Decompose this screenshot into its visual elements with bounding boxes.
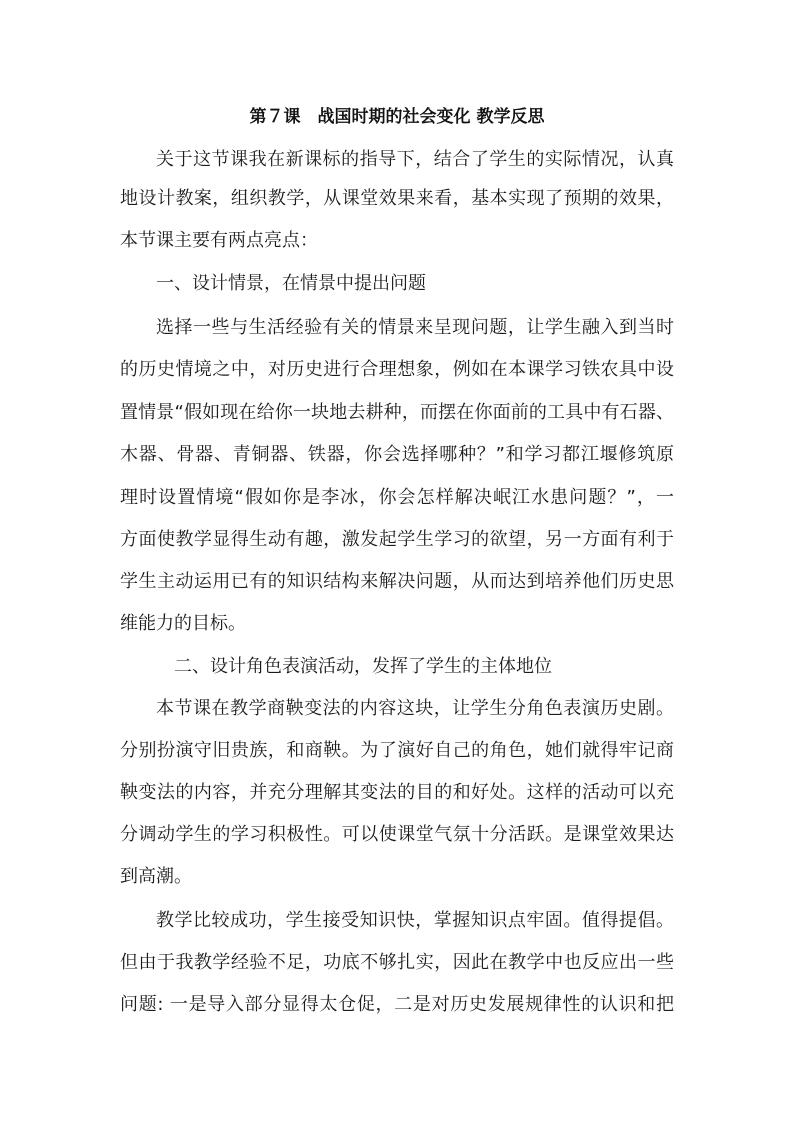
paragraph-line: 鞅变法的内容，并充分理解其变法的目的和好处。这样的活动可以充	[120, 782, 674, 803]
paragraph-line: 选择一些与生活经验有关的情景来呈现问题，让学生融入到当时	[156, 317, 674, 338]
paragraph-line: 理时设置情境“假如你是李冰，你会怎样解决岷江水患问题？”，一	[120, 487, 674, 508]
paragraph-line: 置情景“假如现在给你一块地去耕种，而摆在你面前的工具中有石器、	[120, 402, 674, 423]
paragraph-line: 地设计教案，组织教学，从课堂效果来看，基本实现了预期的效果，	[120, 188, 674, 209]
section-heading-1: 一、设计情景，在情景中提出问题	[156, 273, 426, 294]
paragraph-line: 关于这节课我在新课标的指导下，结合了学生的实际情况，认真	[156, 149, 674, 170]
paragraph-line: 维能力的目标。	[120, 613, 246, 634]
paragraph-line: 教学比较成功，学生接受知识快，掌握知识点牢固。值得提倡。	[156, 910, 674, 931]
paragraph-line: 分别扮演守旧贵族，和商鞅。为了演好自己的角色，她们就得牢记商	[120, 740, 674, 761]
paragraph-line: 问题: 一是导入部分显得太仓促，二是对历史发展规律性的认识和把	[120, 994, 674, 1015]
paragraph-line: 分调动学生的学习积极性。可以使课堂气氛十分活跃。是课堂效果达	[120, 824, 674, 845]
paragraph-line: 学生主动运用已有的知识结构来解决问题，从而达到培养他们历史思	[120, 571, 674, 592]
section-heading-2: 二、设计角色表演活动，发挥了学生的主体地位	[174, 656, 552, 677]
paragraph-line: 到高潮。	[120, 866, 192, 887]
paragraph-line: 本节课主要有两点亮点：	[120, 230, 318, 251]
paragraph-line: 但由于我教学经验不足，功底不够扎实，因此在教学中也反应出一些	[120, 952, 674, 973]
paragraph-line: 本节课在教学商鞅变法的内容这块，让学生分角色表演历史剧。	[156, 698, 674, 719]
document-title: 第７课 战国时期的社会变化 教学反思	[249, 107, 545, 127]
paragraph-line: 方面使教学显得生动有趣，激发起学生学习的欲望，另一方面有利于	[120, 529, 674, 550]
paragraph-line: 木器、骨器、青铜器、铁器，你会选择哪种？”和学习都江堰修筑原	[120, 444, 674, 465]
paragraph-line: 的历史情境之中，对历史进行合理想象，例如在本课学习铁农具中设	[120, 359, 674, 380]
